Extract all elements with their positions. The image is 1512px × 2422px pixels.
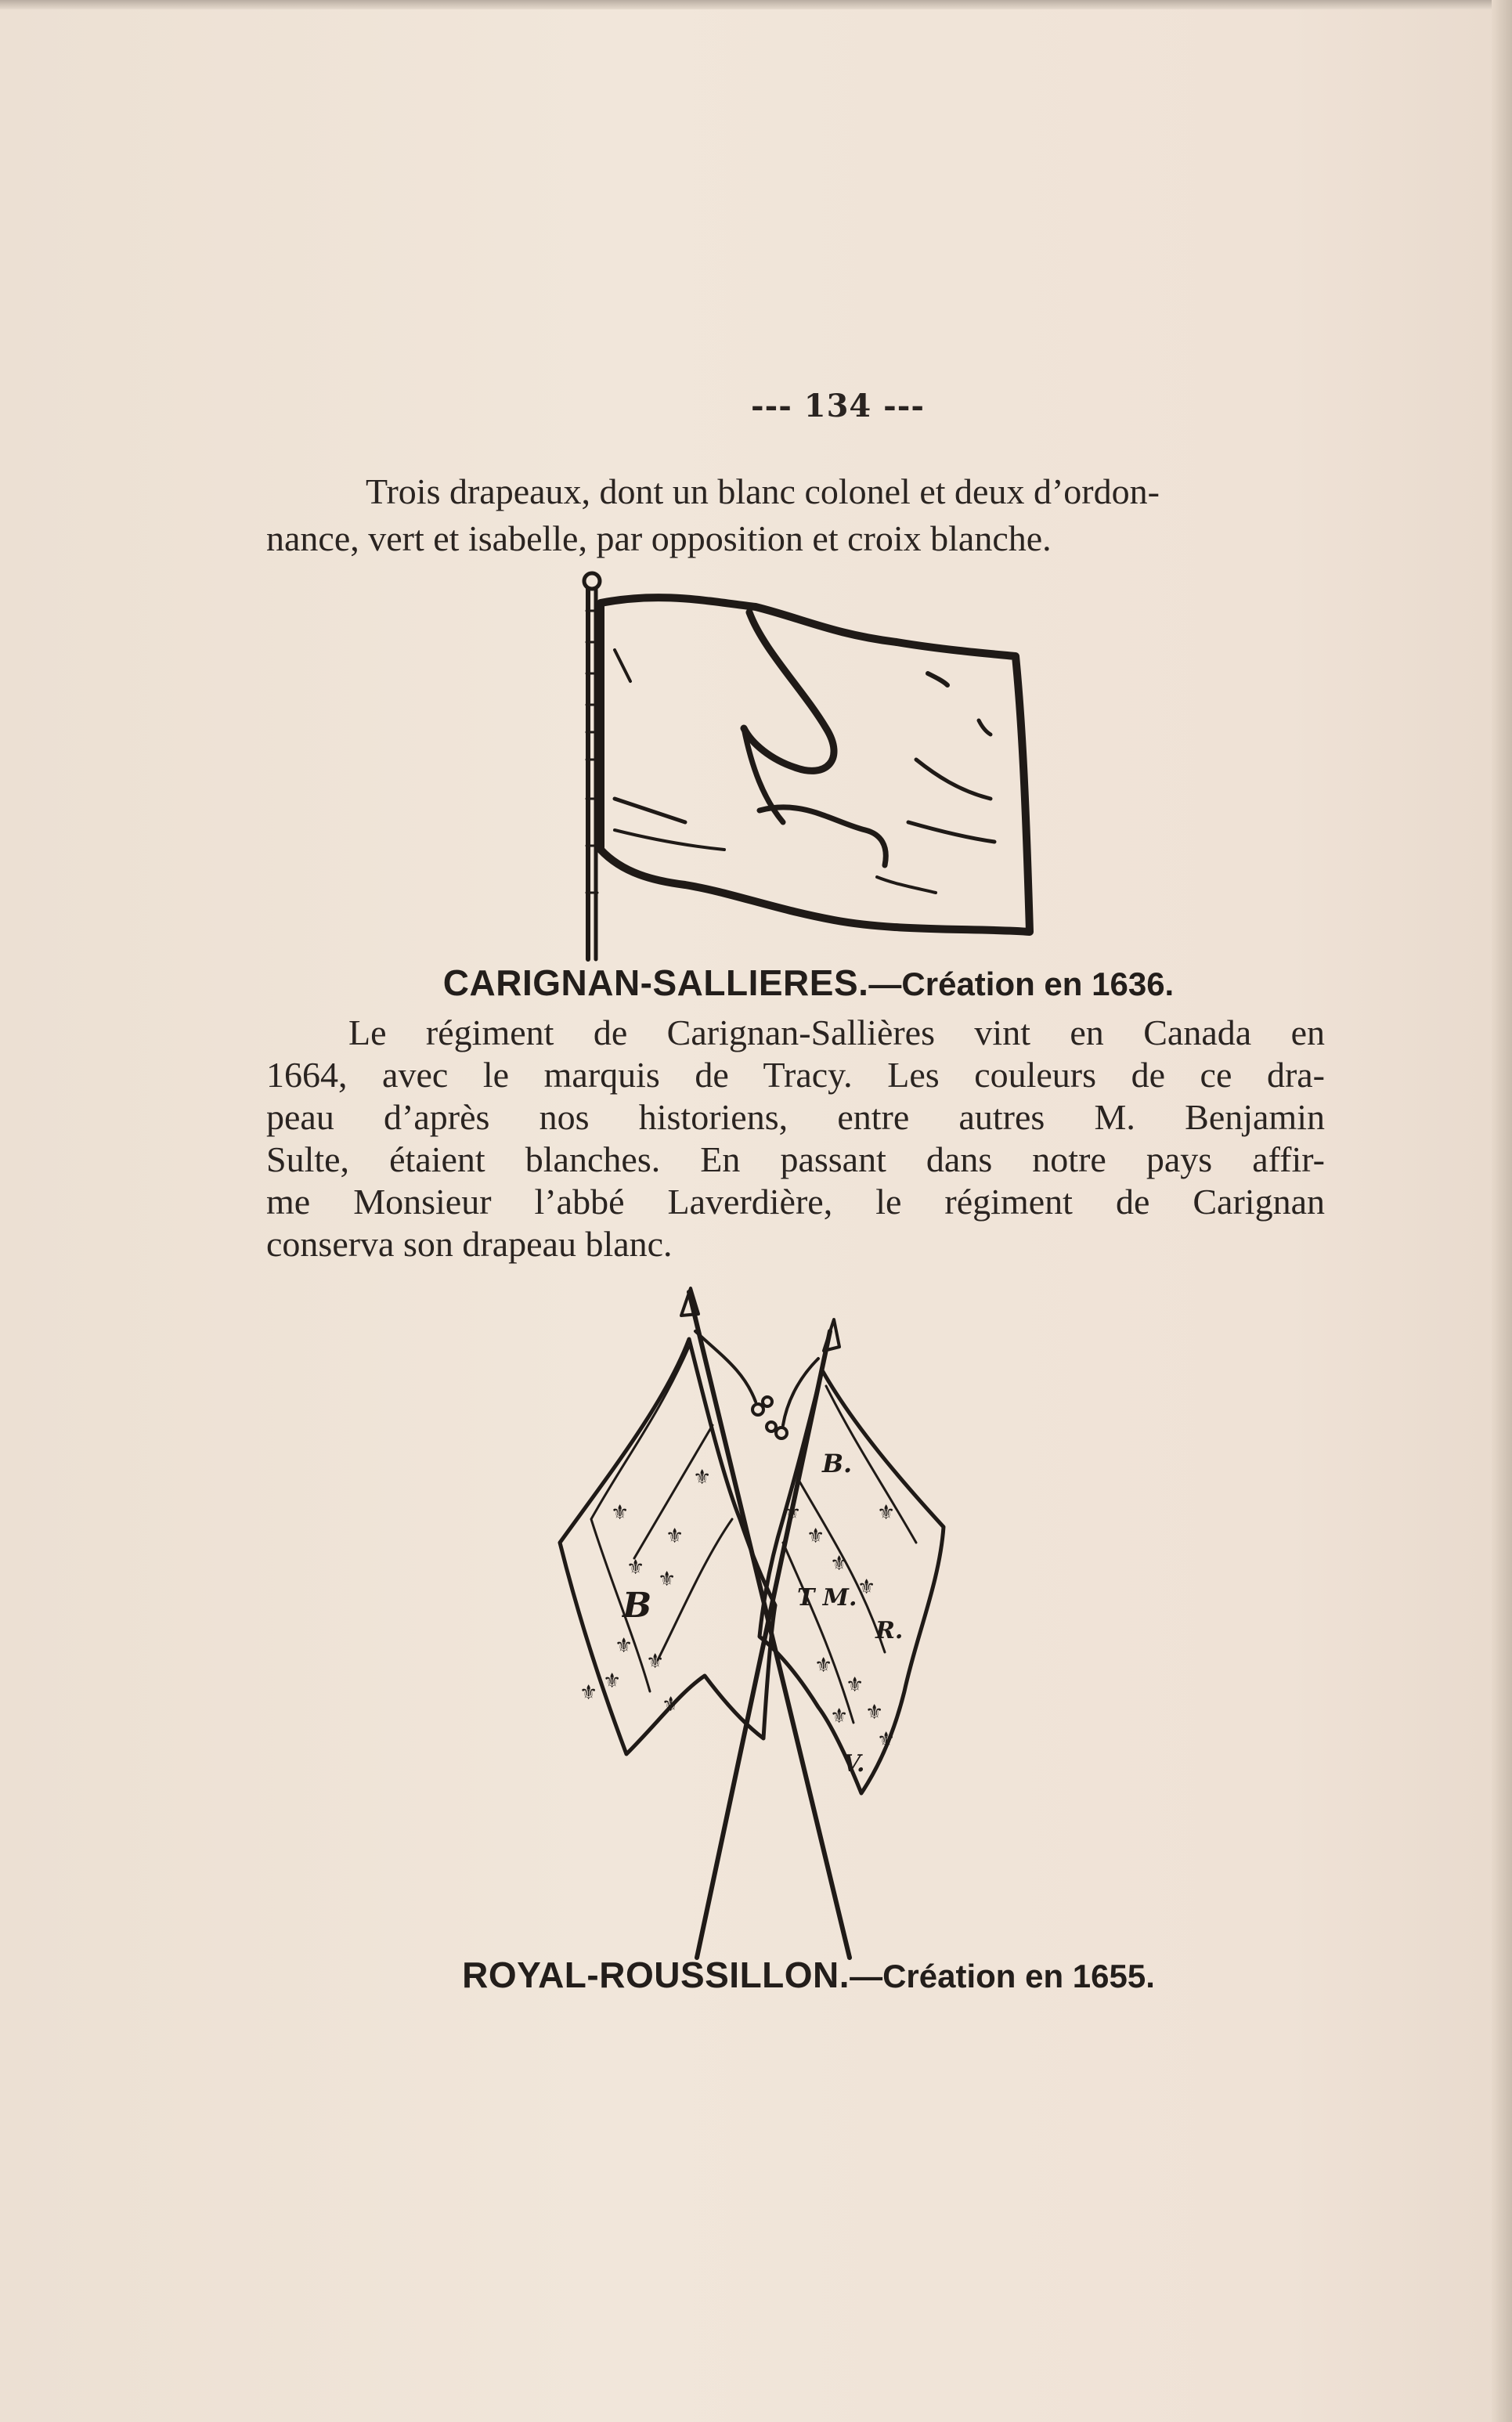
svg-text:⚜: ⚜: [830, 1552, 849, 1576]
royal-roussillon-heading-name: ROYAL-ROUSSILLON.: [462, 1955, 850, 1995]
intro-paragraph: [266, 468, 1335, 562]
svg-text:⚜: ⚜: [693, 1466, 712, 1489]
carignan-line-1: Le régiment de Carignan-Sallières vint en Canada en: [348, 1012, 1325, 1052]
svg-text:⚜: ⚜: [814, 1654, 833, 1677]
flag-letter-b-left: B: [622, 1586, 652, 1626]
svg-text:⚜: ⚜: [857, 1576, 876, 1599]
svg-text:⚜: ⚜: [865, 1701, 884, 1724]
flag-letter-r: R.: [875, 1617, 904, 1644]
carignan-heading-name: CARIGNAN-SALLIERES.: [442, 962, 869, 1003]
carignan-line-2: 1664, avec le marquis de Tracy. Les couleurs de ce dra-: [266, 1055, 1325, 1095]
carignan-line-6: conserva son drapeau blanc.: [266, 1224, 673, 1264]
svg-text:⚜: ⚜: [877, 1728, 896, 1752]
carignan-line-5: me Monsieur l’abbé Laverdière, le régiment de Carignan: [266, 1182, 1325, 1222]
carignan-paragraph: [266, 1012, 1325, 1265]
flag-letter-v: V.: [843, 1750, 865, 1778]
royal-roussillon-flags-illustration: [548, 1284, 1018, 1965]
page-number: --- 134 ---: [751, 388, 925, 424]
svg-text:⚜: ⚜: [783, 1501, 802, 1525]
flag-letters-tm: T M.: [797, 1584, 857, 1612]
page-right-edge: [1492, 0, 1512, 2422]
svg-text:⚜: ⚜: [830, 1705, 849, 1728]
flag-letter-b-right: B.: [822, 1449, 853, 1478]
svg-text:⚜: ⚜: [646, 1650, 665, 1673]
svg-text:⚜: ⚜: [603, 1669, 622, 1693]
svg-text:⚜: ⚜: [611, 1501, 630, 1525]
svg-text:⚜: ⚜: [658, 1568, 677, 1591]
royal-roussillon-heading-date: —Création en 1655.: [850, 1958, 1155, 1994]
carignan-flag-illustration: [568, 564, 1037, 967]
svg-text:⚜: ⚜: [807, 1525, 825, 1548]
svg-text:⚜: ⚜: [877, 1501, 896, 1525]
royal-roussillon-heading: [266, 1954, 1351, 1996]
svg-text:⚜: ⚜: [615, 1634, 633, 1658]
svg-text:⚜: ⚜: [662, 1693, 680, 1716]
intro-line-1: Trois drapeaux, dont un blanc colonel et deux d’ordon-: [366, 471, 1160, 511]
carignan-heading: [266, 962, 1351, 1004]
svg-text:⚜: ⚜: [846, 1673, 864, 1697]
carignan-line-3: peau d’après nos historiens, entre autres M. Benjamin: [266, 1097, 1325, 1137]
intro-line-2: nance, vert et isabelle, par opposition et croix blanche.: [266, 518, 1052, 558]
carignan-heading-date: —Création en 1636.: [868, 966, 1175, 1002]
page-top-edge: [0, 0, 1512, 9]
svg-text:⚜: ⚜: [666, 1525, 684, 1548]
svg-text:⚜: ⚜: [579, 1681, 598, 1705]
carignan-line-4: Sulte, étaient blanches. En passant dans notre pays affir-: [266, 1139, 1325, 1179]
svg-text:⚜: ⚜: [626, 1556, 645, 1579]
